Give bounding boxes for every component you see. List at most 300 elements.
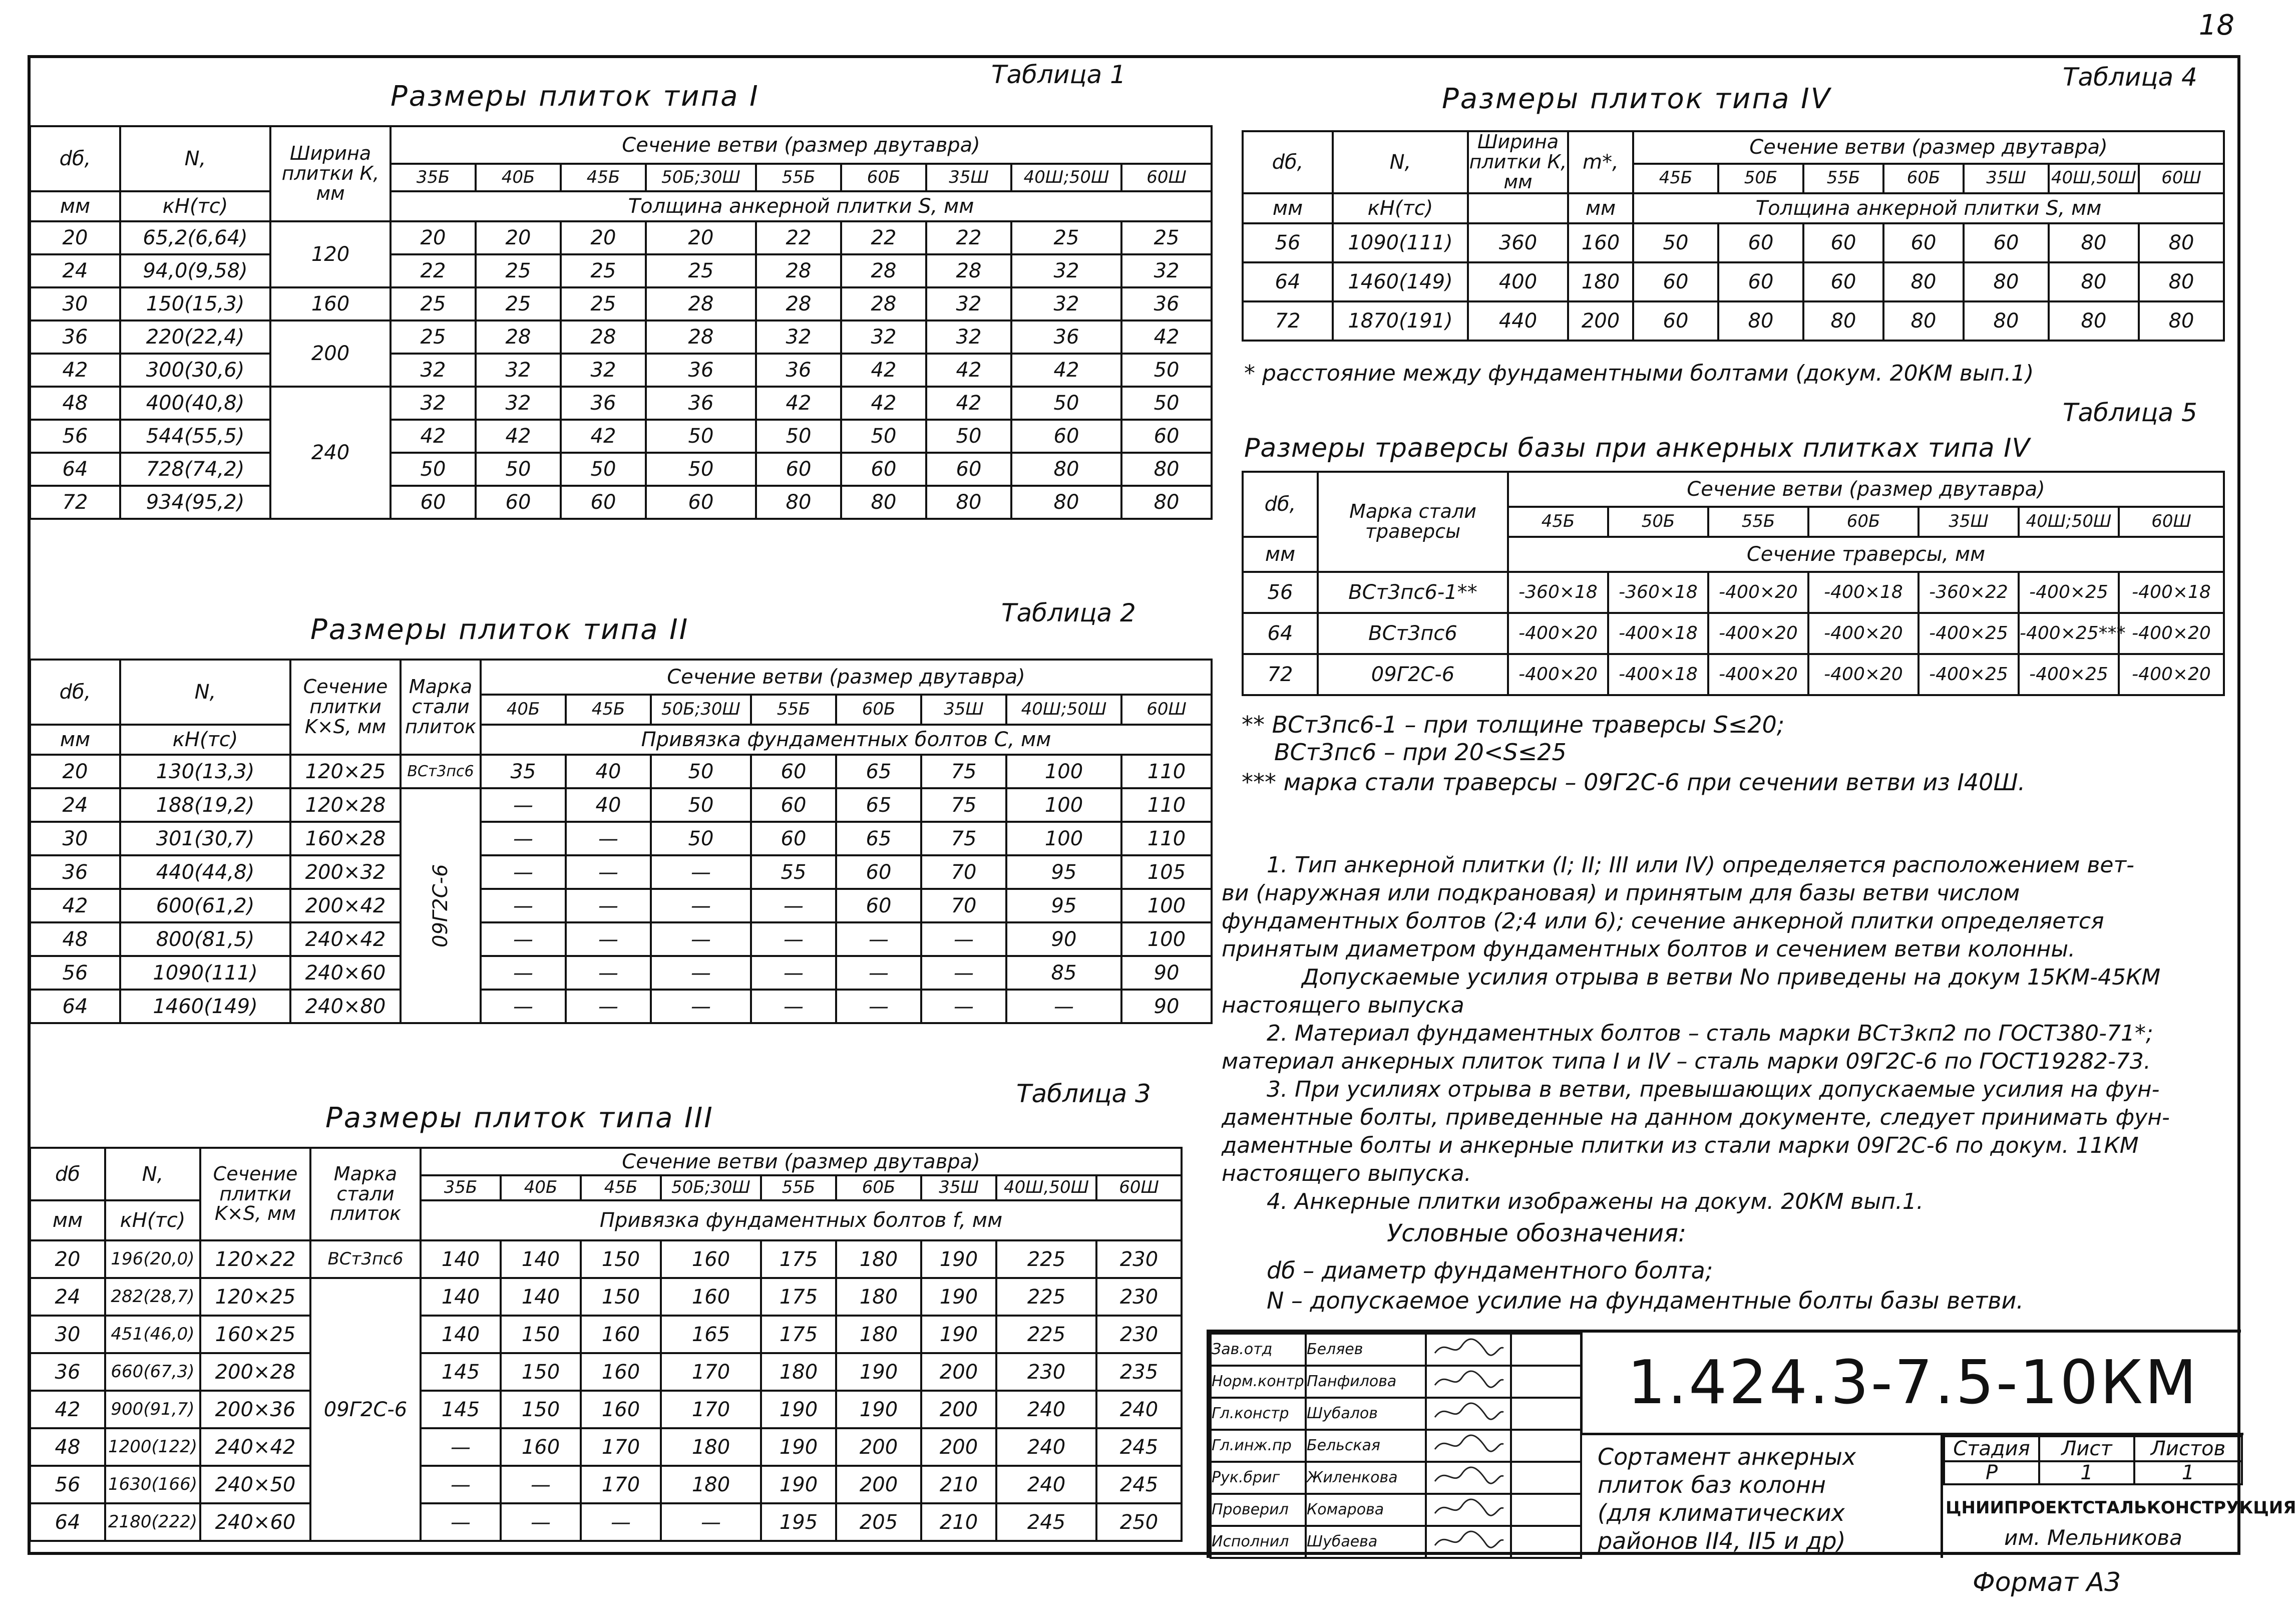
t1-cell-value: 50	[1011, 387, 1121, 420]
t2-cell-value: 110	[1121, 755, 1212, 788]
t3-cell-value: 150	[501, 1391, 581, 1428]
t1-cell-value: 25	[391, 287, 476, 320]
t4-col-header: 50Б	[1718, 164, 1803, 193]
t3-cell-value: 140	[421, 1278, 501, 1316]
table-row	[1243, 301, 2224, 341]
t1-cell-value: 36	[646, 387, 756, 420]
t2-cell-value: 105	[1121, 855, 1212, 889]
t2-cell-value: 100	[1006, 788, 1121, 822]
table-row	[30, 387, 1212, 420]
t1-cell-n: 728(74,2)	[120, 453, 270, 486]
t3-cell-value: 225	[996, 1278, 1096, 1316]
t2-cell-value: 75	[921, 822, 1006, 855]
t3-cell-value: 190	[761, 1428, 836, 1466]
t1-cell-value: 60	[1121, 420, 1212, 453]
t1-cell-value: 32	[476, 387, 561, 420]
t4-cell-d: 56	[1243, 223, 1333, 262]
t3-cell-value: 180	[761, 1353, 836, 1391]
t1-cell-value: 50	[391, 453, 476, 486]
t1-cell-value: 32	[1011, 287, 1121, 320]
t1-cell-value: 42	[476, 420, 561, 453]
t1-cell-value: 80	[1121, 486, 1212, 519]
t4-cell-d: 64	[1243, 262, 1333, 301]
desc-line-2: плиток баз колонн	[1598, 1471, 1826, 1498]
t1-cell-width: 120	[270, 221, 391, 287]
t3-cell-value: —	[421, 1428, 501, 1466]
t1-cell-value: 60	[476, 486, 561, 519]
t3-cell-plate: 240×50	[200, 1466, 310, 1503]
t2-cell-value: —	[751, 956, 836, 990]
table-row	[30, 354, 1212, 387]
t1-cell-value: 28	[476, 320, 561, 354]
t3-cell-value: 180	[836, 1240, 921, 1278]
t1-cell-value: 28	[756, 287, 841, 320]
table-row	[30, 990, 1212, 1023]
t1-cell-value: 80	[756, 486, 841, 519]
t1-cell-value: 60	[756, 453, 841, 486]
t3-cell-n: 196(20,0)	[105, 1240, 200, 1278]
t1-cell-n: 220(22,4)	[120, 320, 270, 354]
signature	[1426, 1398, 1511, 1430]
t2-col-header: 35Ш	[921, 695, 1006, 725]
desc-line-3: (для климатических	[1598, 1499, 1845, 1526]
t1-cell-value: 20	[646, 221, 756, 254]
t4-cell-m: 160	[1568, 223, 1633, 262]
t5-cell-value: -400×18	[1808, 572, 1919, 613]
t1-col-header: 40Ш;50Ш	[1011, 164, 1121, 191]
t4-cell-value: 80	[2139, 301, 2224, 341]
t4-cell-value: 80	[1883, 262, 1964, 301]
t1-cell-value: 42	[841, 354, 926, 387]
t1-cell-d: 30	[30, 287, 120, 320]
t2-cell-value: 35	[481, 755, 566, 788]
signature	[1426, 1494, 1511, 1526]
t3-cell-n: 900(91,7)	[105, 1391, 200, 1428]
t3-h-binding: Привязка фундаментных болтов f, мм	[421, 1200, 1182, 1240]
t4-cell-value: 80	[2049, 223, 2139, 262]
t3-h-mm: мм	[30, 1200, 105, 1240]
note-line: 2. Материал фундаментных болтов – сталь марки ВСт3кп2 по ГОСТ380-71*;	[1267, 1021, 2153, 1046]
t3-cell-d: 36	[30, 1353, 105, 1391]
t3-h-n: N,	[105, 1148, 200, 1200]
t2-cell-value: —	[481, 922, 566, 956]
note-line: 1. Тип анкерной плитки (I; II; III или IV) определяется расположением вет-	[1267, 852, 2134, 878]
t2-cell-value: 60	[836, 889, 921, 922]
t1-col-header: 55Б	[756, 164, 841, 191]
t3-cell-d: 24	[30, 1278, 105, 1316]
t3-cell-value: —	[501, 1503, 581, 1541]
t4-cell-value: 60	[1803, 262, 1883, 301]
t5-h-d: dб,	[1243, 472, 1318, 537]
t3-cell-value: 180	[661, 1428, 761, 1466]
t5-cell-value: -400×20	[2119, 654, 2224, 695]
t1-col-header: 50Б;30Ш	[646, 164, 756, 191]
t2-cell-value: —	[751, 889, 836, 922]
t3-cell-value: 160	[581, 1353, 661, 1391]
t1-cell-value: 22	[841, 221, 926, 254]
t1-cell-d: 36	[30, 320, 120, 354]
t4-cell-width: 360	[1468, 223, 1568, 262]
t1-cell-value: 32	[1011, 254, 1121, 287]
t3-cell-n: 282(28,7)	[105, 1278, 200, 1316]
t3-cell-plate: 200×28	[200, 1353, 310, 1391]
t2-cell-value: —	[481, 855, 566, 889]
t2-col-header: 40Ш;50Ш	[1006, 695, 1121, 725]
signature	[1426, 1366, 1511, 1398]
t4-cell-n: 1870(191)	[1333, 301, 1468, 341]
t1-cell-value: 42	[1121, 320, 1212, 354]
t1-cell-value: 50	[926, 420, 1011, 453]
t3-cell-value: —	[421, 1503, 501, 1541]
t4-cell-value: 80	[1964, 262, 2049, 301]
t3-cell-value: 240	[1096, 1391, 1182, 1428]
t3-cell-value: 175	[761, 1278, 836, 1316]
t4-cell-width: 400	[1468, 262, 1568, 301]
t2-cell-value: 70	[921, 855, 1006, 889]
t3-cell-value: 200	[836, 1466, 921, 1503]
stamp-role: Гл.инж.пр	[1211, 1430, 1306, 1462]
signature	[1426, 1462, 1511, 1494]
table-row	[30, 855, 1212, 889]
table-row	[30, 1503, 1182, 1541]
t1-cell-value: 60	[646, 486, 756, 519]
t3-cell-d: 64	[30, 1503, 105, 1541]
t1-cell-value: 50	[841, 420, 926, 453]
t2-cell-d: 56	[30, 956, 120, 990]
t5-cell-value: -400×20	[1708, 654, 1808, 695]
t4-cell-m: 180	[1568, 262, 1633, 301]
t2-col-header: 50Б;30Ш	[651, 695, 751, 725]
t5-col-header: 60Ш	[2119, 507, 2224, 537]
t2-cell-value: 40	[566, 788, 651, 822]
t4-cell-value: 80	[2139, 223, 2224, 262]
t3-cell-plate: 160×25	[200, 1316, 310, 1353]
t1-cell-value: 32	[1121, 254, 1212, 287]
t3-cell-n: 1630(166)	[105, 1466, 200, 1503]
table-row	[30, 956, 1212, 990]
t3-cell-value: —	[501, 1466, 581, 1503]
t2-cell-plate: 240×42	[290, 922, 401, 956]
t3-cell-value: 160	[661, 1278, 761, 1316]
t3-col-header: 60Б	[836, 1175, 921, 1200]
t2-cell-value: 50	[651, 822, 751, 855]
t3-cell-value: 150	[501, 1316, 581, 1353]
t1-cell-value: 60	[561, 486, 646, 519]
t2-cell-d: 42	[30, 889, 120, 922]
stamp-row	[1211, 1494, 1581, 1526]
t1-cell-value: 32	[391, 354, 476, 387]
t2-caption: Таблица 2	[1001, 598, 1136, 627]
stamp-row	[1211, 1334, 1581, 1366]
t2-cell-value: 100	[1121, 889, 1212, 922]
t1-cell-value: 32	[756, 320, 841, 354]
stamp-name: Беляев	[1306, 1334, 1426, 1366]
t1-cell-n: 934(95,2)	[120, 486, 270, 519]
t3-h-section: Сечение ветви (размер двутавра)	[421, 1148, 1182, 1175]
t1-cell-n: 150(15,3)	[120, 287, 270, 320]
t3-cell-value: 190	[761, 1466, 836, 1503]
t1-cell-value: 36	[646, 354, 756, 387]
t3-col-header: 35Ш	[921, 1175, 996, 1200]
t5-cell-value: -360×22	[1919, 572, 2019, 613]
t3-cell-plate: 120×22	[200, 1240, 310, 1278]
general-notes	[1222, 851, 2233, 1216]
t1-cell-value: 25	[476, 254, 561, 287]
t1-cell-value: 22	[391, 254, 476, 287]
t2-cell-value: —	[921, 990, 1006, 1023]
stamp-name: Шубалов	[1306, 1398, 1426, 1430]
t5-h-section: Сечение ветви (размер двутавра)	[1508, 472, 2224, 507]
t1-cell-value: 50	[756, 420, 841, 453]
t1-cell-value: 50	[561, 453, 646, 486]
note-line: фундаментных болтов (2;4 или 6); сечение анкерной плитки определяется	[1222, 908, 2104, 934]
table-2	[29, 659, 1213, 1024]
t4-col-header: 60Ш	[2139, 164, 2224, 193]
t5-caption: Таблица 5	[2063, 398, 2197, 427]
t2-cell-n: 130(13,3)	[120, 755, 290, 788]
t1-cell-value: 25	[1121, 221, 1212, 254]
t5-cell-value: -360×18	[1508, 572, 1608, 613]
t3-cell-value: 230	[1096, 1278, 1182, 1316]
t1-cell-value: 50	[646, 453, 756, 486]
t2-cell-d: 48	[30, 922, 120, 956]
t1-cell-width: 200	[270, 320, 391, 387]
table-row	[30, 1428, 1182, 1466]
note-line: 3. При усилиях отрыва в ветви, превышающих допускаемые усилия на фун-	[1267, 1077, 2160, 1102]
t5-cell-value: -400×20	[1508, 613, 1608, 654]
t5-cell-value: -400×25	[2019, 654, 2119, 695]
t3-cell-value: 145	[421, 1391, 501, 1428]
t2-cell-value: 60	[751, 755, 836, 788]
t2-cell-value: 65	[836, 755, 921, 788]
t4-cell-value: 80	[1964, 301, 2049, 341]
t4-h-mm: мм	[1243, 193, 1333, 223]
note-line: настоящего выпуска.	[1222, 1161, 1471, 1186]
format-label: Формат А3	[1973, 1567, 2121, 1597]
t3-col-header: 40Б	[501, 1175, 581, 1200]
table-row	[30, 788, 1212, 822]
t5-col-header: 40Ш;50Ш	[2019, 507, 2119, 537]
note-line: материал анкерных плиток типа I и IV – сталь марки 09Г2С-6 по ГОСТ19282-73.	[1222, 1049, 2151, 1074]
t4-caption: Таблица 4	[2063, 63, 2197, 92]
t1-cell-value: 50	[646, 420, 756, 453]
sheets-header: Листов	[2134, 1436, 2242, 1461]
t1-cell-value: 80	[926, 486, 1011, 519]
t3-cell-value: —	[661, 1503, 761, 1541]
t2-cell-plate: 160×28	[290, 822, 401, 855]
table-row	[30, 287, 1212, 320]
t1-cell-value: 32	[561, 354, 646, 387]
t5-cell-steel: ВСт3пс6-1**	[1318, 572, 1508, 613]
t2-cell-value: —	[481, 788, 566, 822]
t5-cell-value: -400×20	[1708, 613, 1808, 654]
t3-h-plate: Сечение плитки K×S, мм	[200, 1148, 310, 1240]
t1-col-header: 35Ш	[926, 164, 1011, 191]
t4-footnote: * расстояние между фундаментными болтами (докум. 20КМ вып.1)	[1244, 361, 2034, 386]
t5-col-header: 55Б	[1708, 507, 1808, 537]
t2-cell-value: —	[651, 922, 751, 956]
t2-cell-value: —	[921, 922, 1006, 956]
t4-cell-m: 200	[1568, 301, 1633, 341]
t2-cell-value: —	[651, 990, 751, 1023]
t4-cell-value: 60	[1718, 223, 1803, 262]
t2-cell-value: 90	[1006, 922, 1121, 956]
t1-cell-value: 25	[1011, 221, 1121, 254]
t2-cell-value: 85	[1006, 956, 1121, 990]
t1-cell-value: 28	[841, 287, 926, 320]
table-row	[1243, 572, 2224, 613]
t4-h-n: N,	[1333, 131, 1468, 193]
t4-col-header: 40Ш,50Ш	[2049, 164, 2139, 193]
t1-col-header: 60Ш	[1121, 164, 1212, 191]
t2-cell-value: 70	[921, 889, 1006, 922]
note-line: Допускаемые усилия отрыва в ветви No приведены на докум 15КМ-45КМ	[1302, 965, 2161, 990]
t1-cell-value: 25	[561, 254, 646, 287]
t1-cell-value: 60	[841, 453, 926, 486]
t3-cell-value: 190	[921, 1316, 996, 1353]
t2-col-header: 55Б	[751, 695, 836, 725]
t5-fn2: ВСт3пс6 – при 20<S≤25	[1274, 739, 1567, 766]
t2-cell-d: 36	[30, 855, 120, 889]
stamp-row	[1211, 1526, 1581, 1558]
t4-cell-value: 60	[1964, 223, 2049, 262]
table-3	[29, 1147, 1183, 1542]
t2-cell-value: —	[481, 956, 566, 990]
t1-cell-value: 28	[756, 254, 841, 287]
t1-cell-value: 32	[926, 320, 1011, 354]
t1-h-mm: мм	[30, 191, 120, 221]
t2-cell-value: 90	[1121, 956, 1212, 990]
t3-cell-value: 245	[996, 1503, 1096, 1541]
t1-col-header: 35Б	[391, 164, 476, 191]
t1-cell-value: 50	[1121, 387, 1212, 420]
t5-cell-value: -400×20	[1808, 613, 1919, 654]
t3-caption: Таблица 3	[1016, 1079, 1151, 1108]
t1-h-width: Ширина плитки К, мм	[270, 126, 391, 221]
t4-cell-value: 80	[1718, 301, 1803, 341]
t5-cell-d: 56	[1243, 572, 1318, 613]
t2-cell-value: 100	[1006, 822, 1121, 855]
t2-cell-value: —	[921, 956, 1006, 990]
t1-col-header: 60Б	[841, 164, 926, 191]
t4-cell-d: 72	[1243, 301, 1333, 341]
t2-cell-value: —	[481, 990, 566, 1023]
t3-cell-value: 165	[661, 1316, 761, 1353]
t3-cell-value: 175	[761, 1240, 836, 1278]
table-row	[30, 1278, 1182, 1316]
t1-cell-value: 42	[1011, 354, 1121, 387]
table-row	[30, 221, 1212, 254]
t5-cell-value: -400×25***	[2019, 613, 2119, 654]
t1-cell-value: 20	[391, 221, 476, 254]
t2-cell-value: —	[651, 956, 751, 990]
t2-cell-value: 60	[836, 855, 921, 889]
stamp-date	[1511, 1366, 1581, 1398]
t2-cell-n: 600(61,2)	[120, 889, 290, 922]
t1-cell-value: 22	[926, 221, 1011, 254]
t4-cell-n: 1090(111)	[1333, 223, 1468, 262]
stamp-role: Норм.контр	[1211, 1366, 1306, 1398]
t5-col-header: 50Б	[1608, 507, 1708, 537]
t3-cell-d: 56	[30, 1466, 105, 1503]
t4-cell-value: 60	[1633, 262, 1718, 301]
t3-cell-value: 140	[501, 1240, 581, 1278]
signature	[1426, 1334, 1511, 1366]
t4-cell-value: 80	[2049, 262, 2139, 301]
t4-cell-value: 80	[1883, 301, 1964, 341]
t1-cell-value: 36	[561, 387, 646, 420]
t2-cell-plate: 240×60	[290, 956, 401, 990]
t3-col-header: 55Б	[761, 1175, 836, 1200]
note-line: ви (наружная или подкрановая) и принятым для базы ветви числом	[1222, 880, 2020, 906]
t3-cell-value: 150	[581, 1240, 661, 1278]
t3-cell-steel: ВСт3пс6	[310, 1240, 421, 1278]
desc-line-1: Сортамент анкерных	[1598, 1443, 1856, 1470]
t1-cell-d: 64	[30, 453, 120, 486]
t3-cell-value: 200	[921, 1428, 996, 1466]
stamp-name: Комарова	[1306, 1494, 1426, 1526]
t3-h-d: dб	[30, 1148, 105, 1200]
t1-cell-value: 25	[646, 254, 756, 287]
t3-cell-d: 20	[30, 1240, 105, 1278]
t4-cell-value: 80	[2049, 301, 2139, 341]
t1-cell-value: 60	[1011, 420, 1121, 453]
sheet-header: Лист	[2039, 1436, 2134, 1461]
t1-cell-value: 42	[561, 420, 646, 453]
t1-cell-n: 544(55,5)	[120, 420, 270, 453]
table-row	[30, 420, 1212, 453]
desc-line-4: районов II4, II5 и др)	[1598, 1527, 1846, 1554]
table-row	[30, 486, 1212, 519]
title-block	[1207, 1330, 2296, 1558]
t2-cell-value: —	[481, 889, 566, 922]
stamp-date	[1511, 1334, 1581, 1366]
table-4	[1242, 130, 2225, 342]
t5-h-mm: мм	[1243, 537, 1318, 572]
table-row	[30, 1466, 1182, 1503]
stamp-role: Зав.отд	[1211, 1334, 1306, 1366]
t1-h-section: Сечение ветви (размер двутавра)	[391, 126, 1212, 164]
t4-cell-value: 50	[1633, 223, 1718, 262]
t4-h-m: m*,	[1568, 131, 1633, 193]
table-row	[30, 320, 1212, 354]
doc-description	[1583, 1435, 1943, 1558]
note-line: 4. Анкерные плитки изображены на докум. 20КМ вып.1.	[1267, 1189, 1924, 1214]
t2-cell-d: 64	[30, 990, 120, 1023]
legend-title: Условные обозначения:	[1387, 1219, 1687, 1247]
t1-cell-value: 32	[841, 320, 926, 354]
table-row	[30, 922, 1212, 956]
t1-cell-d: 48	[30, 387, 120, 420]
t1-cell-value: 32	[476, 354, 561, 387]
t2-col-header: 40Б	[481, 695, 566, 725]
stamp-row	[1211, 1462, 1581, 1494]
t5-fn1: ** ВСт3пс6-1 – при толщине траверсы S≤20;	[1242, 711, 1785, 738]
t1-cell-d: 42	[30, 354, 120, 387]
t1-cell-value: 32	[391, 387, 476, 420]
t2-cell-value: —	[566, 855, 651, 889]
t2-cell-n: 440(44,8)	[120, 855, 290, 889]
t4-col-header: 45Б	[1633, 164, 1718, 193]
t1-cell-n: 300(30,6)	[120, 354, 270, 387]
t1-cell-value: 28	[646, 320, 756, 354]
stamp-name: Жиленкова	[1306, 1462, 1426, 1494]
stamp-name: Шубаева	[1306, 1526, 1426, 1558]
t2-col-header: 60Ш	[1121, 695, 1212, 725]
t2-cell-value: 50	[651, 788, 751, 822]
t3-cell-value: 230	[1096, 1316, 1182, 1353]
t4-h-width: Ширина плитки К, мм	[1468, 131, 1568, 193]
